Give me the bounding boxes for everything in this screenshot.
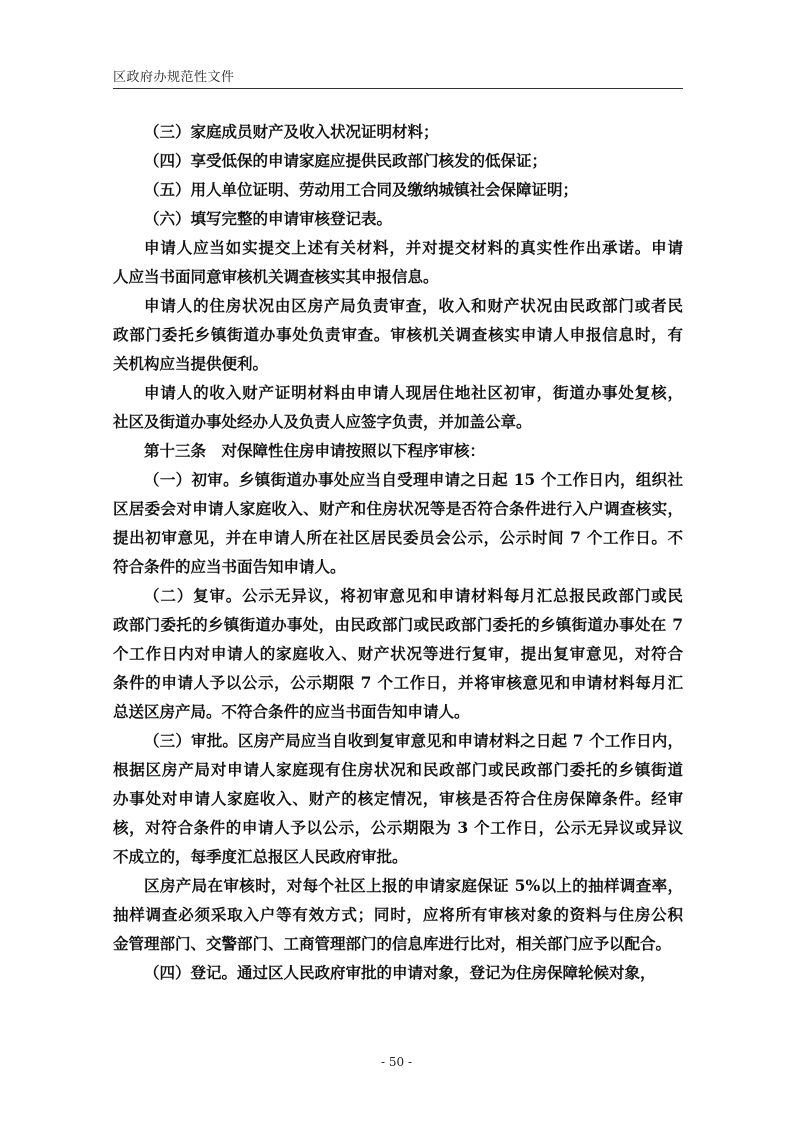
text-line: 申请人的住房状况由区房产局负责审查，收入和财产状况由民政部门或者民: [144, 296, 683, 315]
running-header: 区政府办规范性文件: [113, 70, 235, 85]
paragraph: [113, 871, 683, 958]
paragraph: [113, 175, 683, 204]
text-line: （三）审批。区房产局应当自收到复审意见和申请材料之日起 7 个工作日内，: [144, 731, 683, 750]
text-line: （三）家庭成员财产及收入状况证明材料；: [144, 122, 439, 141]
text-line: 申请人应当如实提交上述有关材料，并对提交材料的真实性作出承诺。申请: [144, 238, 683, 257]
text-line: 核，对符合条件的申请人予以公示，公示期限为 3 个工作日，公示无异议或异议: [113, 818, 683, 837]
text-line: 个工作日内对申请人的家庭收入、财产状况等进行复审，提出复审意见，对符合: [113, 644, 683, 663]
text-line: 第十三条 对保障性住房申请按照以下程序审核：: [144, 441, 486, 460]
paragraph: [113, 117, 683, 146]
text-line: 提出初审意见，并在申请人所在社区居民委员会公示，公示时间 7 个工作日。不: [113, 528, 683, 547]
text-line: 人应当书面同意审核机关调查核实其申报信息。: [113, 267, 439, 286]
text-line: （五）用人单位证明、劳动用工合同及缴纳城镇社会保障证明；: [144, 180, 579, 199]
text-line: （四）享受低保的申请家庭应提供民政部门核发的低保证；: [144, 151, 548, 170]
text-line: （二）复审。公示无异议，将初审意见和申请材料每月汇总报民政部门或民: [144, 586, 683, 605]
text-line: 条件的申请人予以公示，公示期限 7 个工作日，并将审核意见和申请材料每月汇: [113, 673, 683, 692]
text-line: 符合条件的应当书面告知申请人。: [113, 557, 346, 576]
text-line: （四）登记。通过区人民政府审批的申请对象，登记为住房保障轮候对象，: [144, 963, 656, 982]
text-line: 区房产局在审核时，对每个社区上报的申请家庭保证 5%以上的抽样调查率，: [144, 876, 683, 895]
paragraph: [113, 958, 683, 987]
text-line: 办事处对申请人家庭收入、财产的核定情况，审核是否符合住房保障条件。经审: [113, 789, 683, 808]
text-line: （六）填写完整的申请审核登记表。: [144, 209, 393, 228]
text-line: 政部门委托的乡镇街道办事处，由民政部门或民政部门委托的乡镇街道办事处在 7: [113, 615, 683, 634]
text-line: 总送区房产局。不符合条件的应当书面告知申请人。: [113, 702, 470, 721]
paragraph: [113, 581, 683, 726]
page-number: - 50 -: [380, 1055, 412, 1069]
text-line: 区居委会对申请人家庭收入、财产和住房状况等是否符合条件进行入户调查核实，: [113, 499, 683, 518]
paragraph: [113, 465, 683, 581]
text-line: 关机构应当提供便利。: [113, 354, 269, 373]
text-line: 根据区房产局对申请人家庭现有住房状况和民政部门或民政部门委托的乡镇街道: [113, 760, 683, 779]
header-divider: [113, 88, 683, 89]
text-line: 金管理部门、交警部门、工商管理部门的信息库进行比对，相关部门应予以配合。: [113, 934, 672, 953]
paragraph: [113, 436, 683, 465]
paragraph: [113, 233, 683, 291]
text-line: 不成立的，每季度汇总报区人民政府审批。: [113, 847, 408, 866]
paragraph: [113, 204, 683, 233]
text-line: 申请人的收入财产证明材料由申请人现居住地社区初审，街道办事处复核，: [144, 383, 683, 402]
text-line: 社区及街道办事处经办人及负责人应签字负责，并加盖公章。: [113, 412, 532, 431]
paragraph: [113, 291, 683, 378]
text-line: （一）初审。乡镇街道办事处应当自受理申请之日起 15 个工作日内，组织社: [144, 470, 683, 489]
document-body: [113, 117, 683, 987]
text-line: 政部门委托乡镇街道办事处负责审查。审核机关调查核实申请人申报信息时，有: [113, 325, 683, 344]
paragraph: [113, 726, 683, 871]
paragraph: [113, 146, 683, 175]
paragraph: [113, 378, 683, 436]
text-line: 抽样调查必须采取入户等有效方式；同时，应将所有审核对象的资料与住房公积: [113, 905, 683, 924]
